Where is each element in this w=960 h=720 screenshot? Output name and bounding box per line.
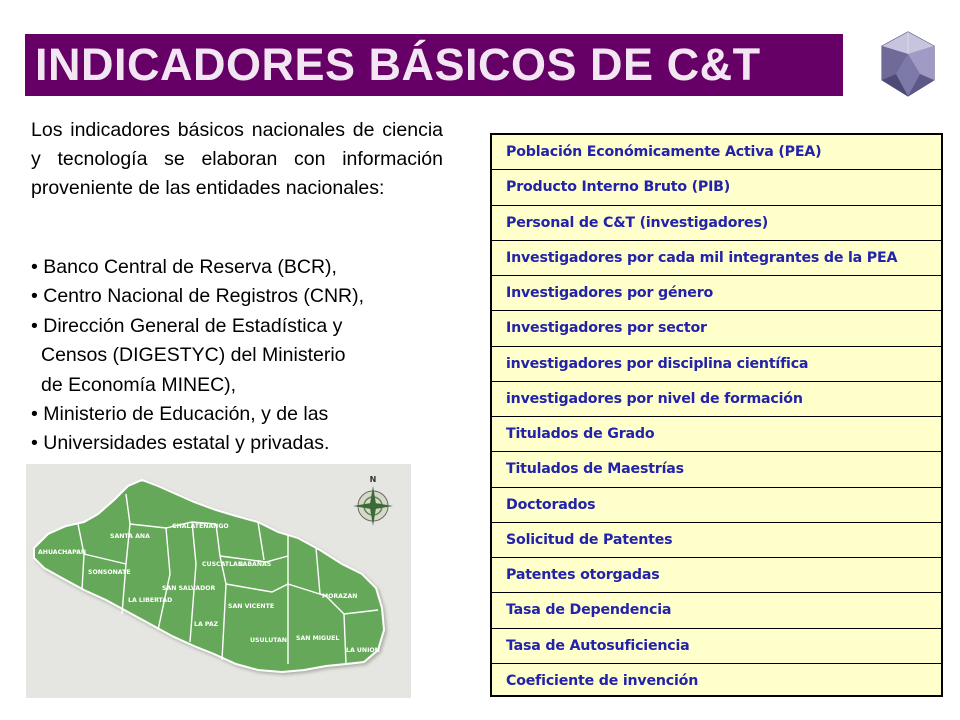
country-shape (34, 480, 384, 672)
page-title: INDICADORES BÁSICOS DE C&T (35, 39, 761, 90)
source-cnr: • Centro Nacional de Registros (CNR), (31, 285, 365, 308)
compass-north-label: N (369, 475, 377, 484)
indicator-row: Personal de C&T (investigadores) (492, 206, 941, 241)
label-cabanas: CABAÑAS (238, 561, 272, 568)
indicator-row: Patentes otorgadas (492, 558, 941, 593)
source-bcr: • Banco Central de Reserva (BCR), (31, 256, 337, 278)
intro-paragraph: Los indicadores básicos nacionales de ciencia y tecnología se elaboran con información proveniente de las entidades nacionales: (31, 119, 443, 199)
indicator-row: Doctorados (492, 488, 941, 523)
indicator-row: investigadores por disciplina científica (492, 347, 941, 382)
indicator-row: Producto Interno Bruto (PIB) (492, 170, 941, 205)
label-chalatenango: CHALATENANGO (172, 523, 229, 530)
indicators-table (490, 133, 943, 697)
source-universidades: • Universidades estatal y privadas. (31, 432, 330, 455)
indicator-row: Investigadores por género (492, 276, 941, 311)
label-san-vicente: SAN VICENTE (228, 603, 275, 610)
indicator-row: investigadores por nivel de formación (492, 382, 941, 417)
map-svg (26, 464, 411, 698)
indicator-row: Tasa de Dependencia (492, 593, 941, 628)
indicator-row: Investigadores por sector (492, 311, 941, 346)
compass-rose-icon (353, 475, 393, 526)
label-morazan: MORAZAN (322, 593, 358, 600)
indicator-row: Coeficiente de invención (506, 673, 699, 690)
indicator-row: Titulados de Grado (492, 417, 941, 452)
label-ahuachapan: AHUACHAPAN (38, 549, 87, 556)
label-sonsonate: SONSONATE (88, 569, 131, 576)
indicator-row: Tasa de Autosuficiencia (492, 629, 941, 664)
source-digestyc-cont: de Economía MINEC), (41, 373, 237, 396)
label-san-miguel: SAN MIGUEL (296, 635, 340, 642)
sources-list (31, 253, 451, 459)
gem-icon (876, 30, 940, 98)
label-usulutan: USULUTAN (250, 637, 287, 644)
source-mined: • Ministerio de Educación, y de las (31, 403, 329, 426)
indicator-row: Solicitud de Patentes (492, 523, 941, 558)
source-digestyc: • Dirección General de Estadística y (31, 314, 343, 337)
indicator-row: Titulados de Maestrías (492, 452, 941, 487)
label-la-libertad: LA LIBERTAD (128, 597, 173, 604)
label-la-union: LA UNION (346, 647, 380, 654)
el-salvador-map (26, 464, 411, 698)
label-la-paz: LA PAZ (194, 621, 219, 628)
title-banner (25, 34, 843, 96)
label-san-salvador: SAN SALVADOR (162, 585, 216, 592)
label-cuscatlan: CUSCATLAN (202, 561, 244, 568)
label-santa-ana: SANTA ANA (110, 533, 150, 540)
indicator-row: Población Económicamente Activa (PEA) (492, 135, 941, 170)
source-digestyc-cont: Censos (DIGESTYC) del Ministerio (41, 344, 346, 367)
indicator-row: Investigadores por cada mil integrantes de la PEA (492, 241, 941, 276)
